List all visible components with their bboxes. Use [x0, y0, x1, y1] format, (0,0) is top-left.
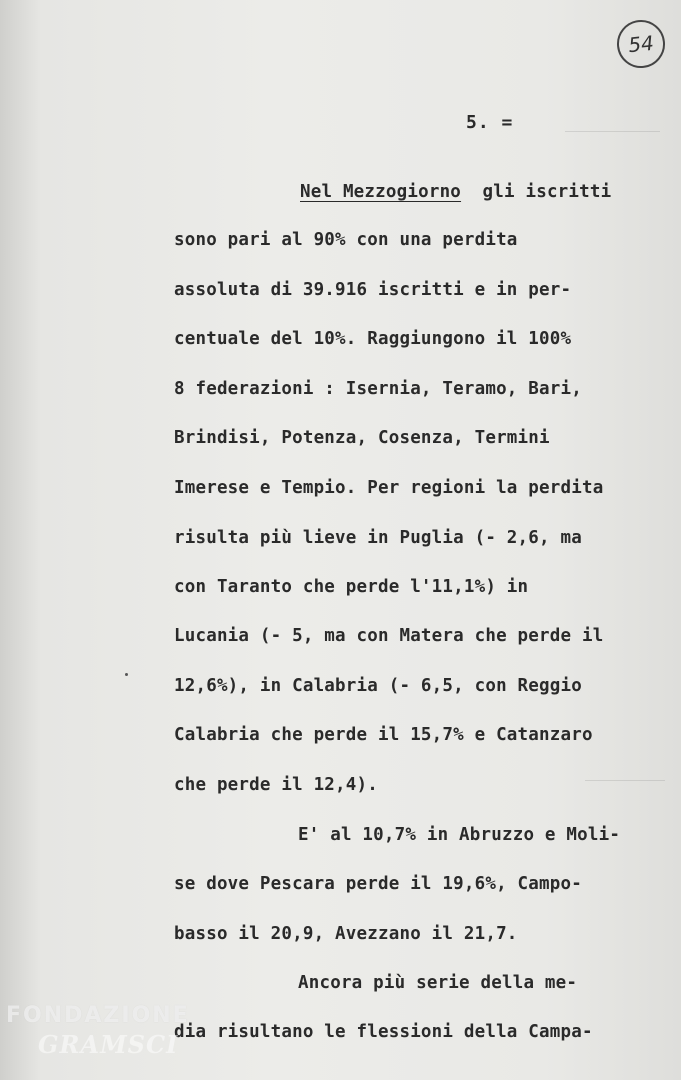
text-line: sono pari al 90% con una perdita — [174, 230, 518, 250]
page-number-stamp — [615, 18, 668, 71]
text-line — [300, 182, 611, 202]
text-line: dia risultano le flessioni della Campa- — [174, 1022, 593, 1042]
text-line: Brindisi, Potenza, Cosenza, Termini — [174, 428, 550, 448]
text-line: basso il 20,9, Avezzano il 21,7. — [174, 924, 518, 944]
text-line: Imerese e Tempio. Per regioni la perdita — [174, 478, 604, 498]
text-line: E' al 10,7% in Abruzzo e Moli- — [298, 825, 621, 845]
faint-rule — [565, 131, 660, 132]
heading-underlined: Nel Mezzogiorno — [300, 182, 462, 202]
text-line: con Taranto che perde l'11,1%) in — [174, 577, 529, 597]
faint-rule — [585, 780, 665, 781]
text-line: che perde il 12,4). — [174, 775, 378, 795]
section-mark: 5. = — [466, 112, 514, 133]
text-line: centuale del 10%. Raggiungono il 100% — [174, 329, 572, 349]
text-line: Ancora più serie della me- — [298, 973, 578, 993]
stray-mark — [125, 673, 128, 676]
text-line: 12,6%), in Calabria (- 6,5, con Reggio — [174, 676, 582, 696]
watermark-logo-text: GRAMSCI — [38, 1030, 179, 1059]
text-line: Calabria che perde il 15,7% e Catanzaro — [174, 725, 593, 745]
text-line: risulta più lieve in Puglia (- 2,6, ma — [174, 528, 582, 548]
text-line-fragment: gli iscritti — [482, 182, 612, 202]
text-line: assoluta di 39.916 iscritti e in per- — [174, 280, 572, 300]
text-line: se dove Pescara perde il 19,6%, Campo- — [174, 874, 582, 894]
text-line: Lucania (- 5, ma con Matera che perde il — [174, 626, 604, 646]
watermark-text: FONDAZIONE — [6, 1003, 190, 1028]
text-line: 8 federazioni : Isernia, Teramo, Bari, — [174, 379, 582, 399]
page-number: 54 — [627, 30, 655, 58]
